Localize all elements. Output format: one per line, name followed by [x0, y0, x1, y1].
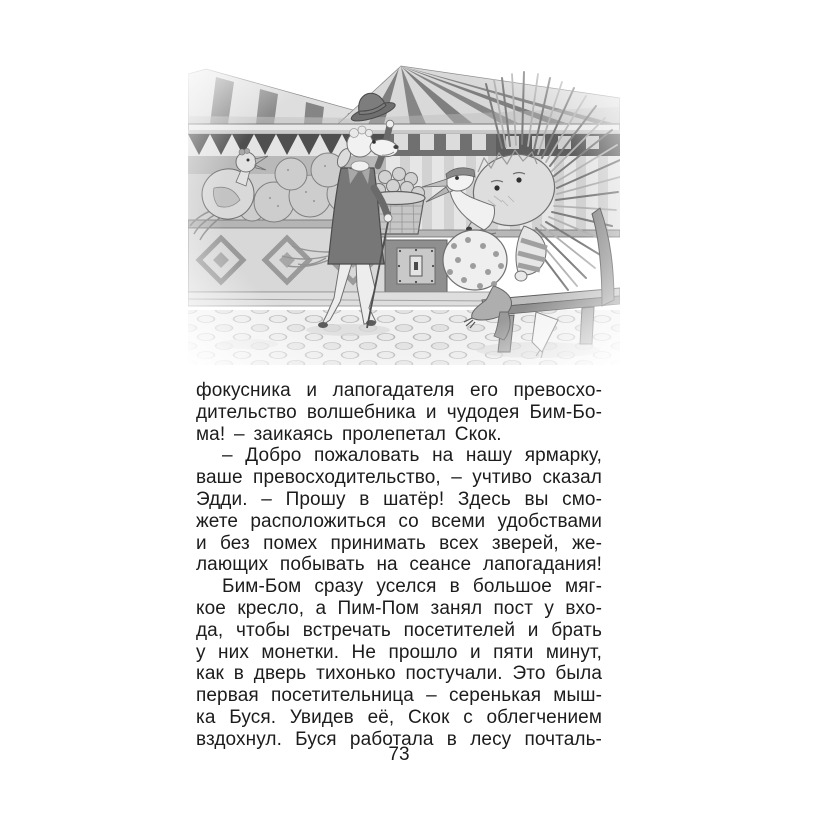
text-line: да, чтобы встречать посетителей и брать: [196, 619, 602, 641]
text-block: [196, 380, 602, 751]
text-line: жете расположиться со всеми удобствами: [196, 510, 602, 532]
text-line: ка Буся. Увидев её, Скок с облегчением: [196, 706, 602, 728]
step-board: [188, 292, 498, 306]
text-line: у них монетки. Не прошло и пяти минут,: [196, 641, 602, 663]
text-line: ваше превосходительство, – учтиво сказал: [196, 467, 602, 489]
book-illustration: [188, 60, 620, 365]
text-line: и без помех принимать всех зверей, же-: [196, 532, 602, 554]
text-line: ма! – заикаясь пролепетал Скок.: [196, 423, 502, 445]
polka-dot-garment: [443, 230, 507, 290]
text-line: – Добро пожаловать на нашу ярмарку,: [222, 445, 602, 467]
text-line: вздохнул. Буся работала в лесу почталь-: [196, 728, 602, 750]
text-line: первая посетительница – серенькая мыш-: [196, 685, 602, 707]
text-line: Бим-Бом сразу уселся в большое мяг-: [222, 576, 602, 598]
text-line: как в дверь тихонько постучали. Это была: [196, 663, 602, 685]
fair-scene-drawing: [188, 60, 620, 365]
framed-sign: [385, 240, 447, 292]
text-line: Эдди. – Прошу в шатёр! Здесь вы смо-: [196, 488, 602, 510]
text-line: лающих побывать на сеансе лапогадания!: [196, 554, 602, 576]
page-number: 73: [388, 744, 410, 765]
text-line: дительство волшебника и чудодея Бим-Бо-: [196, 401, 602, 423]
text-line: кое кресло, а Пим-Пом занял пост у вхо-: [196, 597, 602, 619]
text-line: фокусника и лапогадателя его превосхо-: [196, 380, 602, 401]
